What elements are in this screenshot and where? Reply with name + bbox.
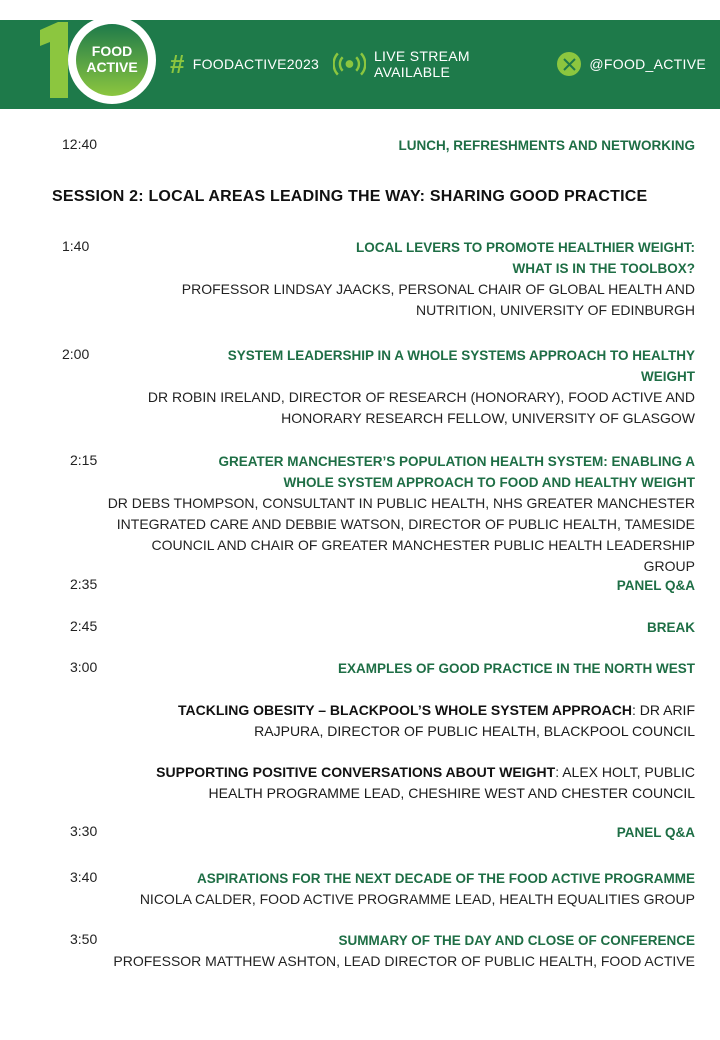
item5-block — [113, 930, 695, 972]
panel1-time: 2:35 — [70, 576, 98, 592]
item3-block — [108, 451, 695, 577]
item3-time: 2:15 — [70, 452, 98, 468]
session2-title: SESSION 2: LOCAL AREAS LEADING THE WAY: SHARING GOOD PRACTICE — [52, 188, 648, 205]
example1-rest-line2: RAJPURA, DIRECTOR OF PUBLIC HEALTH, BLACKPOOL COUNCIL — [254, 723, 695, 739]
item3-title-line1: GREATER MANCHESTER’S POPULATION HEALTH SYSTEM: ENABLING A — [218, 454, 695, 469]
break-title: BREAK — [646, 620, 695, 635]
item1-speaker-line2: NUTRITION, UNIVERSITY OF EDINBURGH — [416, 302, 695, 318]
item3-speaker-line3: COUNCIL AND CHAIR OF GREATER MANCHESTER PUBLIC HEALTH LEADERSHIP — [151, 537, 695, 553]
example2-rest-line2: HEALTH PROGRAMME LEAD, CHESHIRE WEST AND CHESTER COUNCIL — [208, 785, 695, 801]
item3-speaker-line1: DR DEBS THOMPSON, CONSULTANT IN PUBLIC HEALTH, NHS GREATER MANCHESTER — [107, 495, 695, 511]
hashtag-text: FOODACTIVE2023 — [192, 56, 320, 72]
break-time: 2:45 — [70, 618, 98, 634]
item1-title-line2: WHAT IS IN THE TOOLBOX? — [512, 261, 695, 276]
live-stream-item[interactable] — [333, 48, 543, 80]
item2-speaker-line1: DR ROBIN IRELAND, DIRECTOR OF RESEARCH (HONORARY), FOOD ACTIVE AND — [147, 389, 695, 405]
logo-active-text: ACTIVE — [86, 59, 138, 75]
examples-title: EXAMPLES OF GOOD PRACTICE IN THE NORTH WEST — [337, 661, 695, 676]
item1-time: 1:40 — [62, 238, 90, 254]
food-active-10-logo — [36, 16, 162, 104]
twitter-handle: @FOOD_ACTIVE — [589, 56, 706, 72]
item3-speaker-line2: INTEGRATED CARE AND DEBBIE WATSON, DIRECTOR OF PUBLIC HEALTH, TAMESIDE — [116, 516, 695, 532]
item3-title-line2: WHOLE SYSTEM APPROACH TO FOOD AND HEALTHY WEIGHT — [283, 475, 695, 490]
item5-time: 3:50 — [70, 931, 98, 947]
item1-title-line1: LOCAL LEVERS TO PROMOTE HEALTHIER WEIGHT: — [355, 240, 695, 255]
item1-block — [182, 237, 695, 321]
example1-title: TACKLING OBESITY – BLACKPOOL’S WHOLE SYSTEM APPROACH — [177, 702, 632, 718]
header-social-bar — [170, 36, 720, 92]
item2-title-line1: SYSTEM LEADERSHIP IN A WHOLE SYSTEMS APPROACH TO HEALTHY — [227, 348, 695, 363]
hashtag-icon: # — [170, 49, 185, 79]
item4-time: 3:40 — [70, 869, 98, 885]
panel2-title: PANEL Q&A — [616, 825, 695, 840]
example2-block — [156, 762, 695, 804]
item1-speaker-line1: PROFESSOR LINDSAY JAACKS, PERSONAL CHAIR OF GLOBAL HEALTH AND — [181, 281, 695, 297]
item4-speaker: NICOLA CALDER, FOOD ACTIVE PROGRAMME LEAD, HEALTH EQUALITIES GROUP — [139, 891, 695, 907]
item4-block — [140, 868, 695, 910]
lunch-title: LUNCH, REFRESHMENTS AND NETWORKING — [398, 138, 695, 153]
hashtag-item[interactable] — [170, 51, 319, 77]
example1-block — [178, 700, 695, 742]
item3-speaker-line4: GROUP — [643, 558, 695, 574]
lunch-time: 12:40 — [62, 136, 98, 152]
examples-time: 3:00 — [70, 659, 98, 675]
item2-title-line2: WEIGHT — [641, 369, 695, 384]
item4-title: ASPIRATIONS FOR THE NEXT DECADE OF THE FOOD ACTIVE PROGRAMME — [196, 871, 695, 886]
item2-block — [148, 345, 695, 429]
panel1-title: PANEL Q&A — [616, 578, 695, 593]
x-twitter-icon — [557, 52, 581, 76]
panel2-time: 3:30 — [70, 823, 98, 839]
twitter-item[interactable] — [557, 52, 706, 76]
logo-food-text: FOOD — [91, 43, 133, 59]
example2-rest-line1: : ALEX HOLT, PUBLIC — [555, 764, 695, 780]
item2-speaker-line2: HONORARY RESEARCH FELLOW, UNIVERSITY OF GLASGOW — [281, 410, 695, 426]
item5-speaker: PROFESSOR MATTHEW ASHTON, LEAD DIRECTOR OF PUBLIC HEALTH, FOOD ACTIVE — [113, 953, 695, 969]
live-stream-text: LIVE STREAM AVAILABLE — [373, 48, 470, 80]
item2-time: 2:00 — [62, 346, 90, 362]
example2-title: SUPPORTING POSITIVE CONVERSATIONS ABOUT WEIGHT — [156, 764, 556, 780]
broadcast-icon — [333, 52, 366, 76]
item5-title: SUMMARY OF THE DAY AND CLOSE OF CONFERENCE — [338, 933, 695, 948]
example1-rest-line1: : DR ARIF — [631, 702, 695, 718]
